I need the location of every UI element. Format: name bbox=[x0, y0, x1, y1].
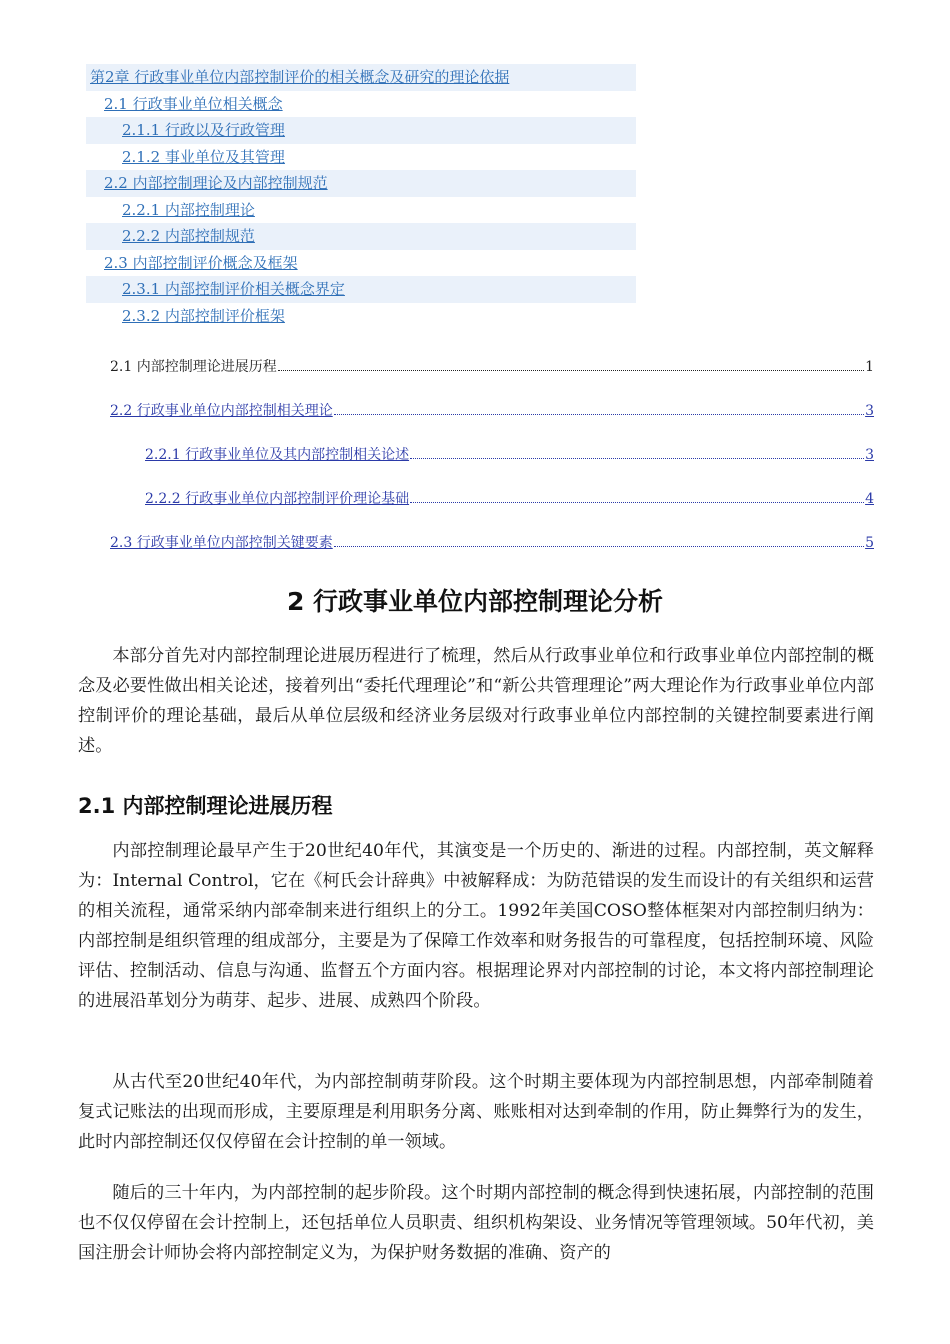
toc-entry-title: 2.2 行政事业单位内部控制相关理论 bbox=[110, 403, 333, 419]
toc-outline-item[interactable]: 2.3.2 内部控制评价框架 bbox=[122, 306, 285, 325]
toc-entry-link[interactable] bbox=[145, 444, 874, 464]
toc-entry-page: 4 bbox=[865, 491, 874, 507]
toc-leader-dots bbox=[334, 400, 864, 415]
chapter-title: 2 行政事业单位内部控制理论分析 bbox=[286, 587, 664, 616]
toc-entry-link[interactable] bbox=[110, 400, 874, 420]
toc-outline-item[interactable]: 2.1.2 事业单位及其管理 bbox=[122, 147, 285, 166]
toc-entry-page: 5 bbox=[865, 535, 874, 551]
toc-outline bbox=[86, 64, 636, 329]
toc-leader-dots bbox=[410, 488, 864, 503]
toc-leader-dots bbox=[334, 532, 864, 547]
toc-entry-page: 1 bbox=[865, 359, 874, 375]
toc-entry bbox=[110, 356, 874, 376]
toc-outline-item[interactable]: 2.3 内部控制评价概念及框架 bbox=[104, 253, 298, 272]
toc-leader-dots bbox=[410, 444, 864, 459]
toc-outline-item[interactable]: 2.2.2 内部控制规范 bbox=[86, 223, 636, 250]
body-paragraph: 随后的三十年内，为内部控制的起步阶段。这个时期内部控制的概念得到快速拓展，内部控制的范围也不仅仅停留在会计控制上，还包括单位人员职责、组织机构架设、业务情况等管理领域。50年代初，美国注册会计师协会将内部控制定义为，为保护财务数据的准确、资产的 bbox=[78, 1183, 874, 1263]
toc-outline-item[interactable]: 2.2 内部控制理论及内部控制规范 bbox=[86, 170, 636, 197]
toc-entry-title: 2.2.1 行政事业单位及其内部控制相关论述 bbox=[145, 447, 410, 463]
section-heading: 2.1 内部控制理论进展历程 bbox=[78, 794, 333, 818]
toc-entry-page: 3 bbox=[865, 403, 874, 419]
body-paragraph: 内部控制理论最早产生于20世纪40年代，其演变是一个历史的、渐进的过程。内部控制，英文解释为：Internal Control，它在《柯氏会计辞典》中被解释成：为防范错误的发生而设计的有关组织和运营的相关流程，通常采纳内部牵制来进行组织上的分工。1992年美国COSO整体框架对内部控制归纳为：内部控制是组织管理的组成部分，主要是为了保障工作效率和财务报告的可靠程度，包括控制环境、风险评估、控制活动、信息与沟通、监督五个方面内容。根据理论界对内部控制的讨论，本文将内部控制理论的进展沿革划分为萌芽、起步、进展、成熟四个阶段。 bbox=[78, 841, 874, 1011]
toc-outline-item[interactable]: 2.1 行政事业单位相关概念 bbox=[104, 94, 283, 113]
toc-outline-item[interactable]: 第2章 行政事业单位内部控制评价的相关概念及研究的理论依据 bbox=[86, 64, 636, 91]
toc-entry-link[interactable] bbox=[145, 488, 874, 508]
toc-leader-dots bbox=[278, 356, 864, 371]
toc-entry-title: 2.2.2 行政事业单位内部控制评价理论基础 bbox=[145, 491, 410, 507]
toc-outline-item[interactable]: 2.3.1 内部控制评价相关概念界定 bbox=[86, 276, 636, 303]
toc-entry-title: 2.3 行政事业单位内部控制关键要素 bbox=[110, 535, 333, 551]
body-paragraph: 从古代至20世纪40年代，为内部控制萌芽阶段。这个时期主要体现为内部控制思想，内部牵制随着复式记账法的出现而形成，主要原理是利用职务分离、账账相对达到牵制的作用，防止舞弊行为的发生，此时内部控制还仅仅停留在会计控制的单一领域。 bbox=[78, 1072, 874, 1152]
intro-paragraph: 本部分首先对内部控制理论进展历程进行了梳理，然后从行政事业单位和行政事业单位内部控制的概念及必要性做出相关论述，接着列出“委托代理理论”和“新公共管理理论”两大理论作为行政事业单位内部控制评价的理论基础，最后从单位层级和经济业务层级对行政事业单位内部控制的关键控制要素进行阐述。 bbox=[78, 646, 874, 756]
toc-entry-link[interactable] bbox=[110, 532, 874, 552]
toc-entry-title: 2.1 内部控制理论进展历程 bbox=[110, 359, 277, 375]
toc-outline-item[interactable]: 2.1.1 行政以及行政管理 bbox=[86, 117, 636, 144]
toc-entry-page: 3 bbox=[865, 447, 874, 463]
toc-outline-item[interactable]: 2.2.1 内部控制理论 bbox=[122, 200, 255, 219]
